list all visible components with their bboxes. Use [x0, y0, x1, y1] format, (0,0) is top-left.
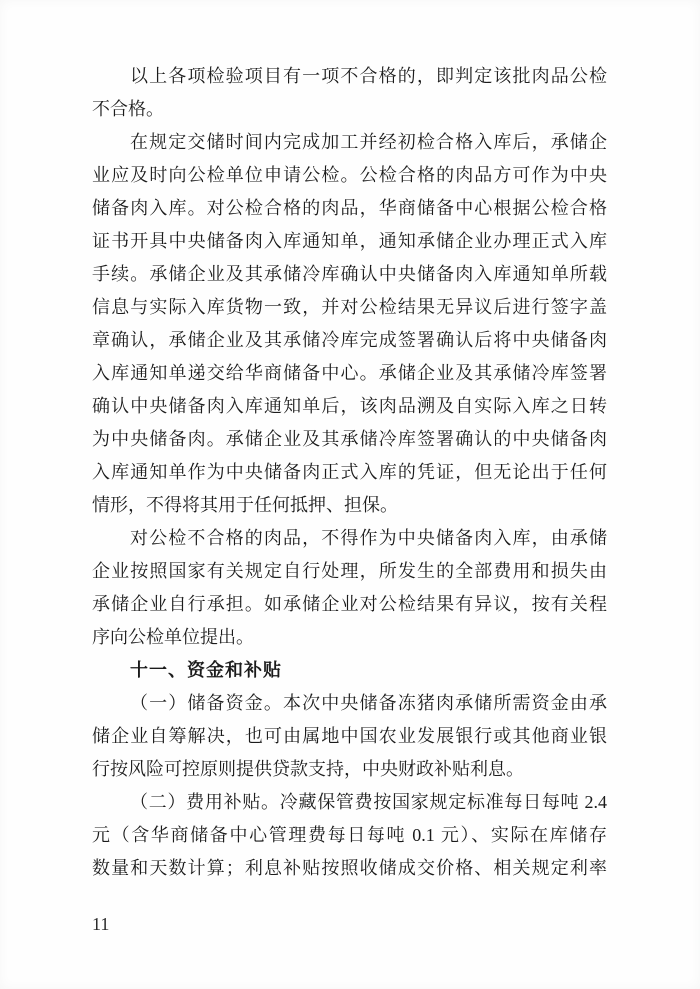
text-line: 入库通知单递交给华商储备中心。承储企业及其承储冷库签署: [92, 363, 607, 383]
page-number: 11: [92, 914, 110, 934]
text-line: 元（含华商储备中心管理费每日每吨 0.1 元）、实际在库储存: [92, 825, 607, 845]
text-line: 确认中央储备肉入库通知单后，该肉品溯及自实际入库之日转: [92, 396, 607, 416]
section-heading: 十一、资金和补贴: [130, 660, 282, 680]
text-line: 承储企业自行承担。如承储企业对公检结果有异议，按有关程: [92, 594, 607, 614]
text-line: 入库通知单作为中央储备肉正式入库的凭证，但无论出于任何: [92, 462, 607, 482]
text-line: 不合格。: [92, 99, 164, 119]
text-line: 储企业自筹解决，也可由属地中国农业发展银行或其他商业银: [92, 726, 607, 746]
text-line: 在规定交储时间内完成加工并经初检合格入库后，承储企: [130, 132, 607, 152]
text-line: 储备肉入库。对公检合格的肉品，华商储备中心根据公检合格: [92, 198, 607, 218]
text-line: 手续。承储企业及其承储冷库确认中央储备肉入库通知单所载: [92, 264, 607, 284]
text-line: 对公检不合格的肉品，不得作为中央储备肉入库，由承储: [130, 528, 607, 548]
text-line: 行按风险可控原则提供贷款支持，中央财政补贴利息。: [92, 759, 524, 779]
text-line: 情形，不得将其用于任何抵押、担保。: [92, 495, 398, 515]
text-line: 章确认，承储企业及其承储冷库完成签署确认后将中央储备肉: [92, 330, 607, 350]
text-line: 业应及时向公检单位申请公检。公检合格的肉品方可作为中央: [92, 165, 607, 185]
text-line: 企业按照国家有关规定自行处理，所发生的全部费用和损失由: [92, 561, 607, 581]
text-line: 数量和天数计算；利息补贴按照收储成交价格、相关规定利率: [92, 858, 607, 878]
text-line: 以上各项检验项目有一项不合格的，即判定该批肉品公检: [130, 66, 607, 86]
text-line: 为中央储备肉。承储企业及其承储冷库签署确认的中央储备肉: [92, 429, 607, 449]
text-line: 序向公检单位提出。: [92, 627, 254, 647]
text-line: 证书开具中央储备肉入库通知单，通知承储企业办理正式入库: [92, 231, 607, 251]
text-line: （一）储备资金。本次中央储备冻猪肉承储所需资金由承: [130, 693, 607, 713]
text-line: （二）费用补贴。冷藏保管费按国家规定标准每日每吨 2.4: [130, 792, 607, 812]
text-column: [92, 60, 607, 885]
text-line: 信息与实际入库货物一致，并对公检结果无异议后进行签字盖: [92, 297, 607, 317]
